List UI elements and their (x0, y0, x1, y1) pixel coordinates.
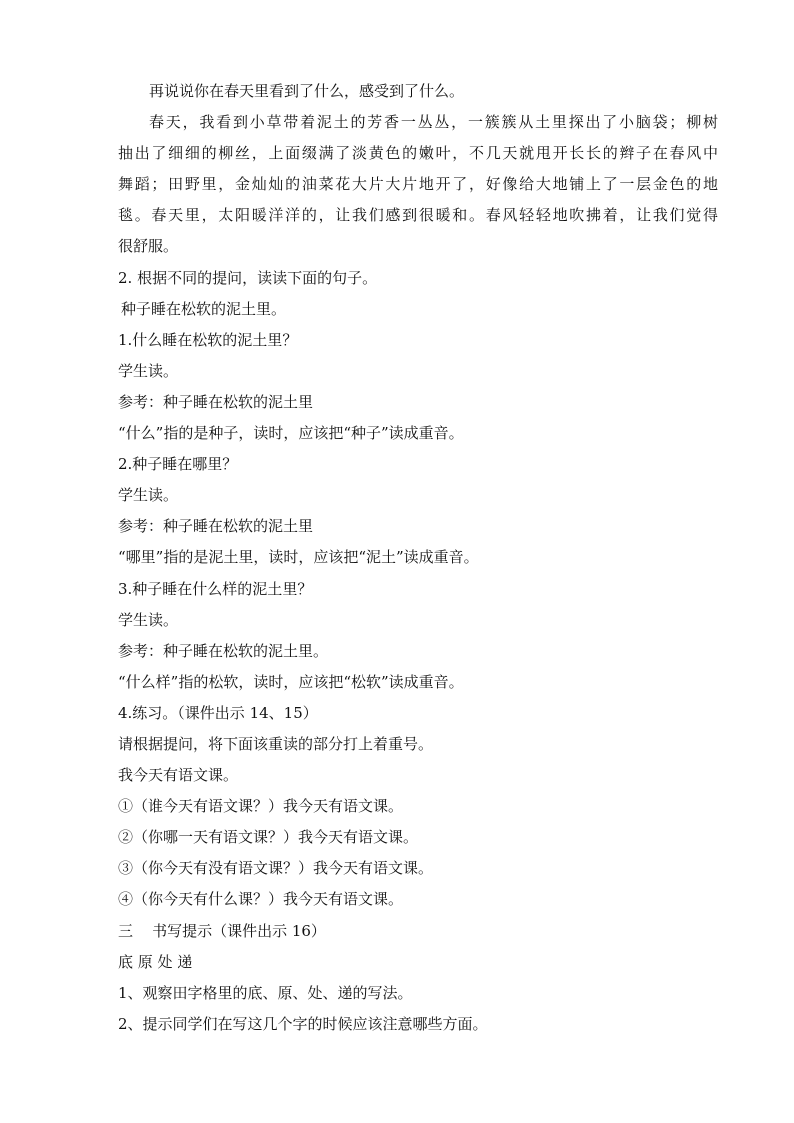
question-2: 2.种子睡在哪里？ (118, 455, 238, 474)
explanation-2: “哪里”指的是泥土里，读时，应该把“泥土”读成重音。 (118, 548, 479, 567)
example-sentence: 种子睡在松软的泥土里。 (121, 299, 287, 318)
question-1: 1.什么睡在松软的泥土里？ (118, 330, 298, 349)
section-heading-2: 2. 根据不同的提问，读读下面的句子。 (118, 268, 378, 287)
writing-tip-2: 2、提示同学们在写这几个字的时候应该注意哪些方面。 (118, 1014, 488, 1033)
exercise-instruction: 请根据提问，将下面该重读的部分打上着重号。 (118, 734, 434, 753)
section-heading-3: 三 书写提示（课件出示 16） (118, 921, 326, 940)
paragraph-spring-line-5: 很舒服。 (118, 237, 179, 256)
student-reads-2: 学生读。 (118, 486, 179, 505)
exercise-item-1: ①（谁今天有语文课？）我今天有语文课。 (118, 797, 404, 816)
exercise-heading: 4.练习。（课件出示 14、15） (118, 703, 318, 722)
exercise-sentence: 我今天有语文课。 (118, 766, 239, 785)
paragraph-spring-line-3: 舞蹈；田野里，金灿灿的油菜花大片大片地开了，好像给大地铺上了一层金色的地 (118, 175, 718, 194)
writing-tip-1: 1、观察田字格里的底、原、处、递的写法。 (118, 983, 413, 1002)
paragraph-spring-line-4: 毯。春天里，太阳暖洋洋的，让我们感到很暖和。春风轻轻地吹拂着，让我们觉得 (118, 206, 718, 225)
paragraph-prompt: 再说说你在春天里看到了什么，感受到了什么。 (149, 82, 465, 100)
paragraph-spring-line-1: 春天，我看到小草带着泥土的芳香一丛丛，一簇簇从土里探出了小脑袋；柳树 (149, 113, 718, 132)
paragraph-spring-line-2: 抽出了细细的柳丝，上面缀满了淡黄色的嫩叶，不几天就甩开长长的辫子在春风中 (118, 144, 718, 163)
reference-1: 参考：种子睡在松软的泥土里 (118, 392, 314, 411)
student-reads-1: 学生读。 (118, 361, 179, 380)
characters-list: 底 原 处 递 (118, 952, 193, 971)
reference-2: 参考：种子睡在松软的泥土里 (118, 517, 314, 536)
exercise-item-3: ③（你今天有没有语文课？）我今天有语文课。 (118, 859, 434, 878)
exercise-item-4: ④（你今天有什么课？）我今天有语文课。 (118, 890, 404, 909)
student-reads-3: 学生读。 (118, 610, 179, 629)
explanation-3: “什么样”指的松软，读时，应该把“松软”读成重音。 (118, 672, 464, 691)
document-page (118, 76, 718, 1040)
exercise-item-2: ②（你哪一天有语文课？）我今天有语文课。 (118, 828, 419, 847)
reference-3: 参考：种子睡在松软的泥土里。 (118, 641, 329, 660)
question-3: 3.种子睡在什么样的泥土里？ (118, 579, 313, 598)
explanation-1: “什么”指的是种子，读时，应该把“种子”读成重音。 (118, 424, 464, 443)
